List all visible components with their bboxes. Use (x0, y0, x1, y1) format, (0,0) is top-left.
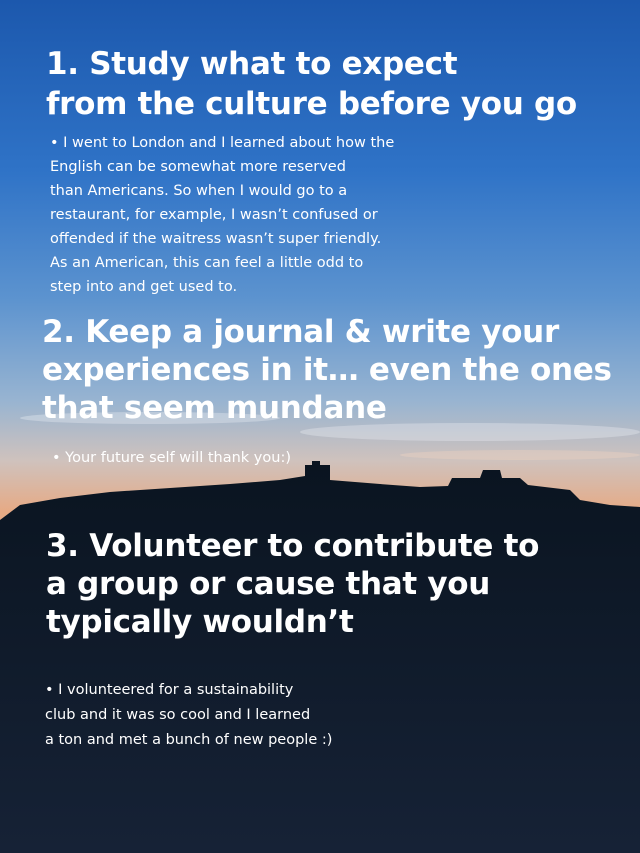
hill-silhouette (0, 461, 640, 853)
tip-1-body: • I went to London and I learned about how the English can be somewhat more reserved than Americans. So when I would go to a restaurant, for example, I wasn’t confused or offended if the waitress wasn’t super friendly. As an American, this can feel a little odd to step into and get used to. (50, 135, 395, 295)
tip-2-heading: 2. Keep a journal & write your experiences in it… even the ones that seem mundane (42, 314, 612, 426)
tip-2-body: • Your future self will thank you:) (52, 450, 291, 466)
tip-3-heading: 3. Volunteer to contribute to a group or cause that you typically wouldn’t (46, 528, 540, 640)
tip-3-body: • I volunteered for a sustainability club and it was so cool and I learned a ton and met a bunch of new people :) (45, 682, 333, 748)
tip-1-heading: 1. Study what to expect from the culture before you go (46, 46, 577, 122)
